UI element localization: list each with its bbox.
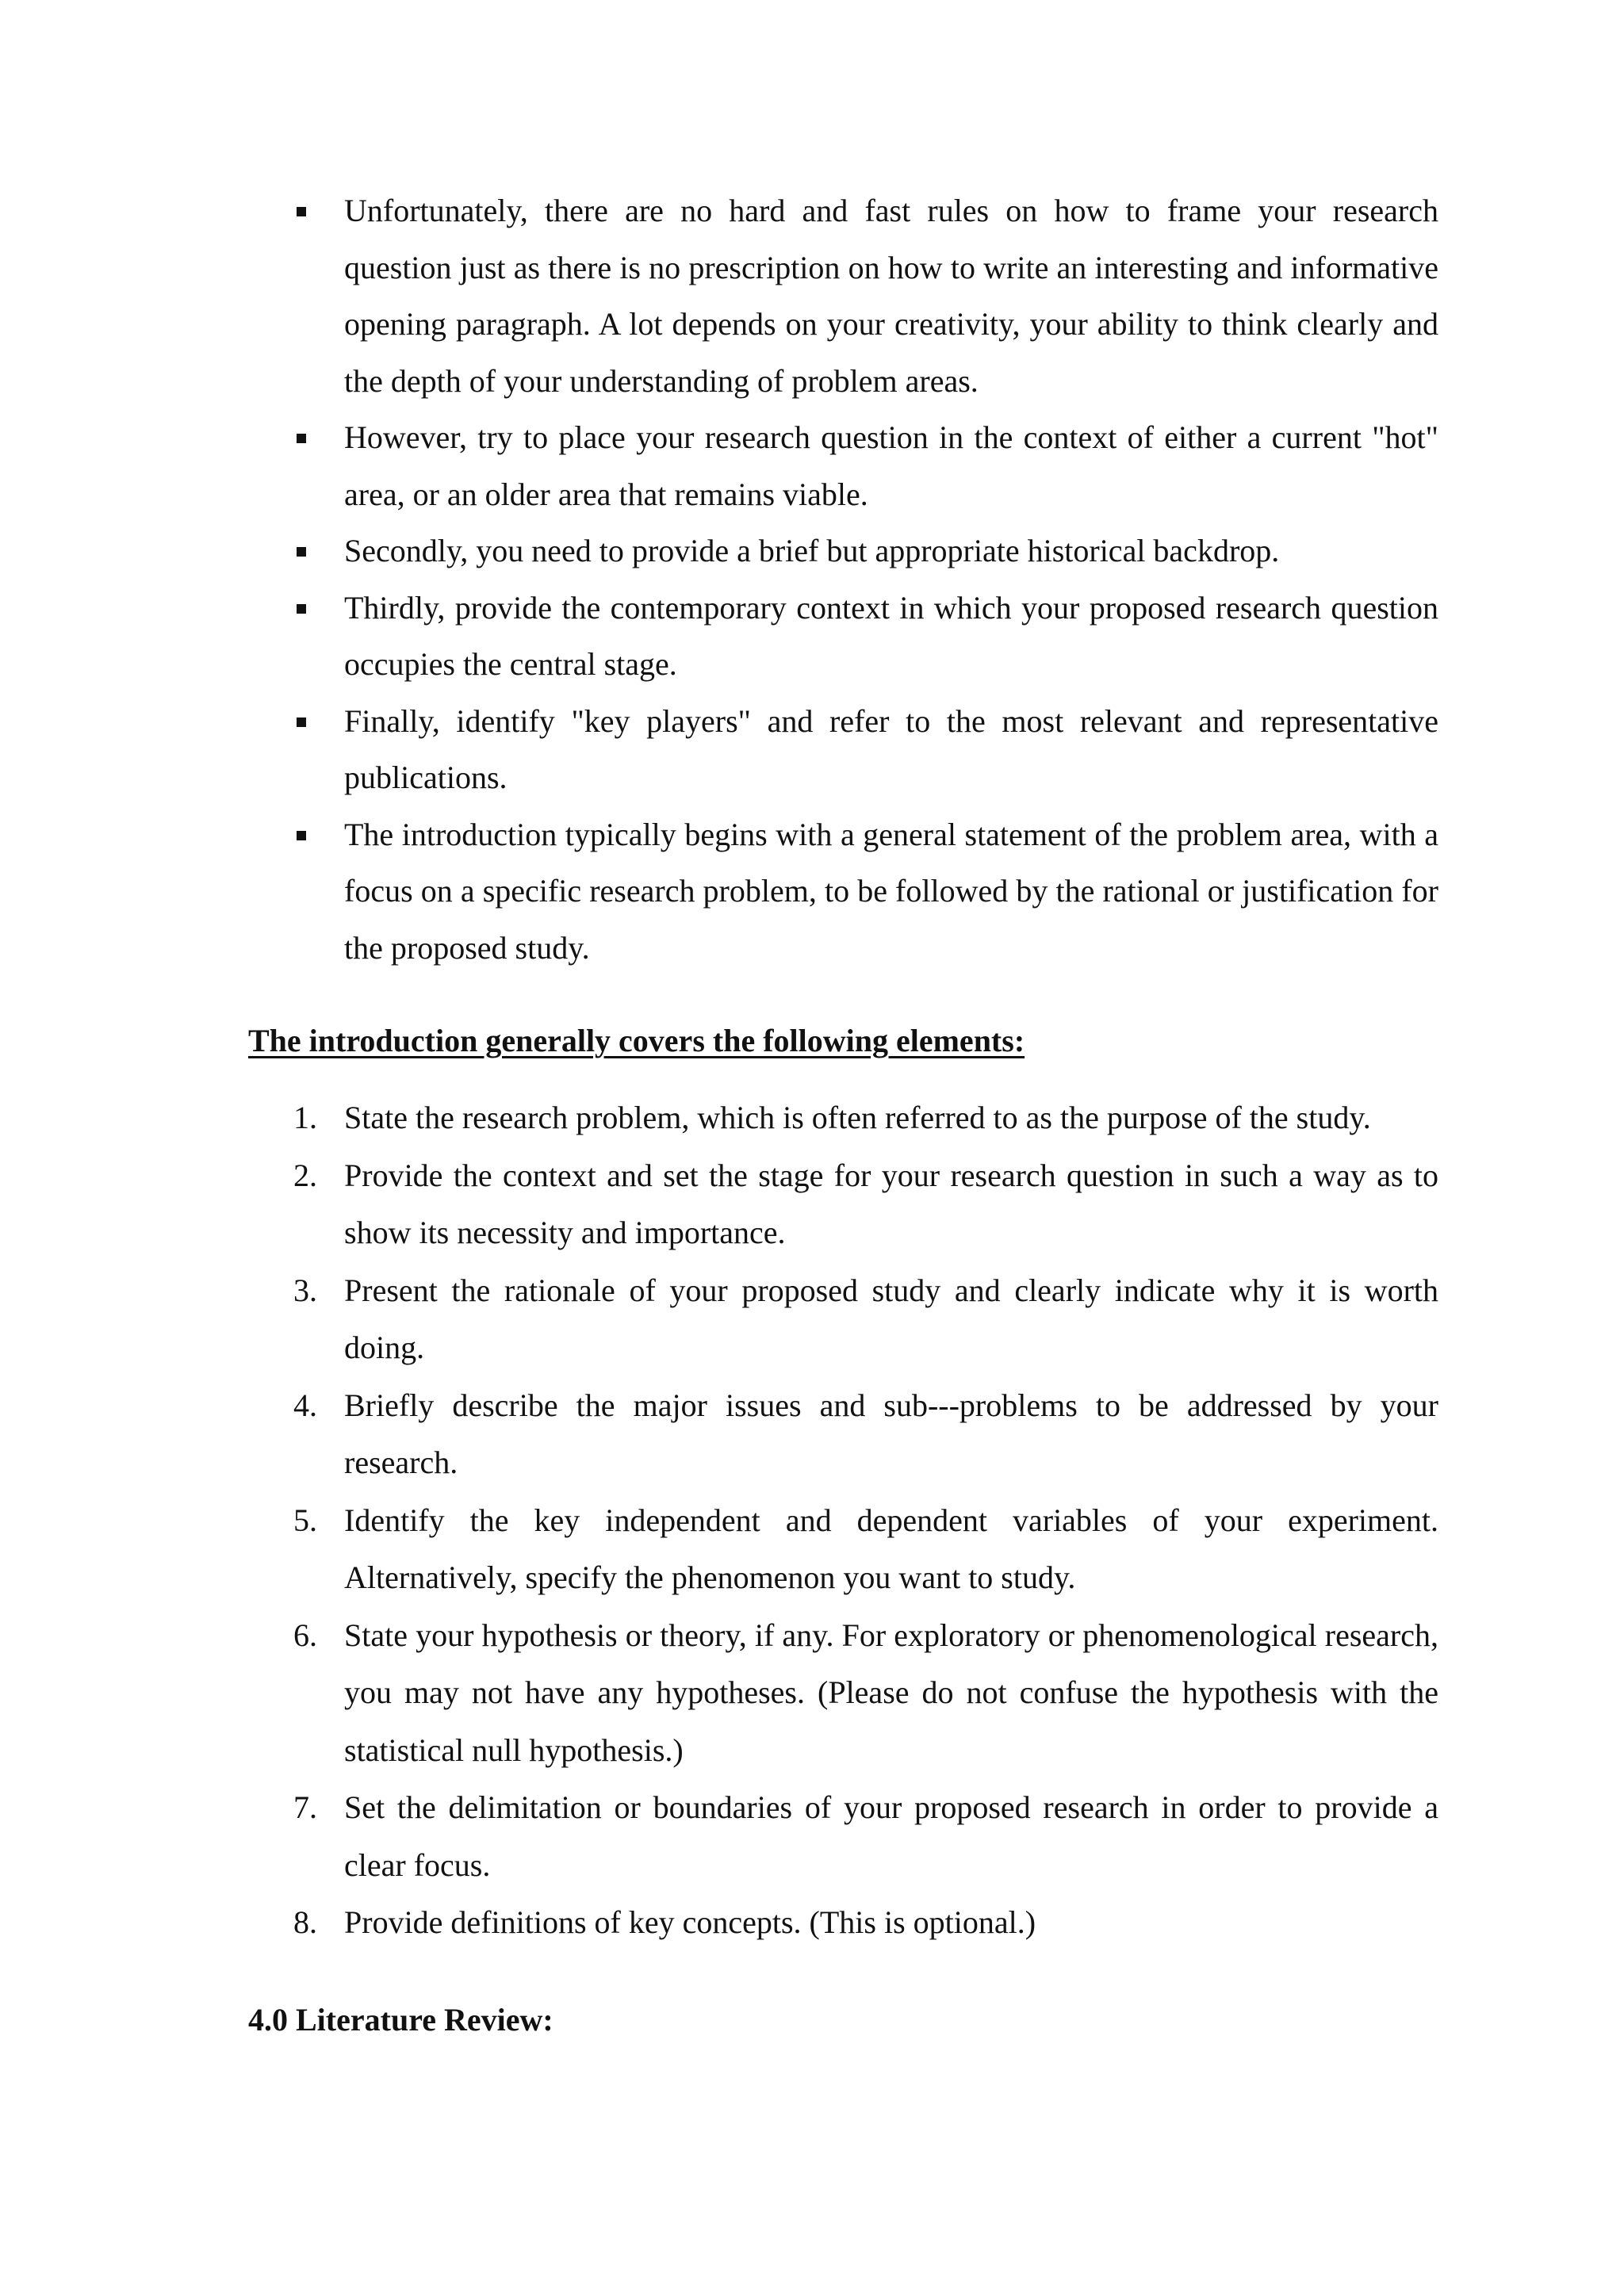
bullet-item bbox=[344, 522, 1438, 580]
list-item-number: 2. bbox=[293, 1157, 317, 1193]
list-item-number: 1. bbox=[293, 1100, 317, 1135]
guidance-bullet-list bbox=[0, 182, 1624, 976]
list-item-text: Briefly describe the major issues and sub---problems to be addressed by your research. bbox=[344, 1387, 1438, 1480]
list-item-text: Identify the key independent and dependent variables of your experiment. Alternatively, specify the phenomenon you want to study. bbox=[344, 1502, 1438, 1595]
bullet-item bbox=[344, 580, 1438, 693]
list-item-number: 6. bbox=[293, 1617, 317, 1653]
list-item bbox=[293, 1894, 1438, 1952]
list-item bbox=[293, 1607, 1438, 1780]
list-item bbox=[293, 1779, 1438, 1894]
square-bullet-icon bbox=[297, 207, 306, 216]
bullet-item bbox=[344, 806, 1438, 977]
square-bullet-icon bbox=[297, 718, 306, 727]
list-item-text: Set the delimitation or boundaries of your proposed research in order to provide a clear focus. bbox=[344, 1789, 1438, 1883]
list-item-number: 8. bbox=[293, 1904, 317, 1940]
bullet-text: Finally, identify "key players" and refer to the most relevant and representative publications. bbox=[344, 702, 1438, 795]
list-item-number: 4. bbox=[293, 1387, 317, 1423]
list-item bbox=[293, 1147, 1438, 1262]
list-item-text: State your hypothesis or theory, if any. For exploratory or phenomenological research, you may not have any hypotheses. (Please do not confuse the hypothesis with the statistical null hypothesis.) bbox=[344, 1617, 1438, 1768]
list-item-text: Present the rationale of your proposed study and clearly indicate why it is worth doing. bbox=[344, 1272, 1438, 1365]
list-item-number: 3. bbox=[293, 1272, 317, 1308]
intro-elements-list bbox=[0, 1089, 1624, 1952]
list-item-number: 7. bbox=[293, 1789, 317, 1825]
bullet-item bbox=[344, 409, 1438, 522]
list-item bbox=[293, 1492, 1438, 1607]
bullet-text: Unfortunately, there are no hard and fast rules on how to frame your research question just as there is no prescription on how to write an interesting and informative opening paragraph. A lot depends on your creativity, your ability to think clearly and the depth of your understanding of problem areas. bbox=[344, 193, 1438, 399]
bullet-item bbox=[344, 693, 1438, 806]
list-item bbox=[293, 1377, 1438, 1492]
square-bullet-icon bbox=[297, 604, 306, 614]
bullet-item bbox=[344, 182, 1438, 409]
bullet-text: Thirdly, provide the contemporary context in which your proposed research question occupies the central stage. bbox=[344, 589, 1438, 682]
list-item-text: State the research problem, which is often referred to as the purpose of the study. bbox=[344, 1100, 1371, 1135]
list-item bbox=[293, 1262, 1438, 1377]
literature-review-heading: 4.0 Literature Review: bbox=[248, 2002, 553, 2038]
list-item bbox=[293, 1089, 1438, 1147]
bullet-text: The introduction typically begins with a general statement of the problem area, with a focus on a specific research problem, to be followed by the rational or justification for the proposed study. bbox=[344, 816, 1438, 966]
square-bullet-icon bbox=[297, 547, 306, 557]
bullet-text: However, try to place your research question in the context of either a current "hot" area, or an older area that remains viable. bbox=[344, 419, 1438, 512]
bullet-text: Secondly, you need to provide a brief but appropriate historical backdrop. bbox=[344, 533, 1280, 568]
square-bullet-icon bbox=[297, 434, 306, 443]
list-item-text: Provide the context and set the stage for your research question in such a way as to show its necessity and importance. bbox=[344, 1157, 1438, 1250]
list-item-text: Provide definitions of key concepts. (This is optional.) bbox=[344, 1904, 1036, 1940]
list-item-number: 5. bbox=[293, 1502, 317, 1538]
intro-elements-heading: The introduction generally covers the following elements: bbox=[248, 1023, 1025, 1058]
square-bullet-icon bbox=[297, 831, 306, 840]
